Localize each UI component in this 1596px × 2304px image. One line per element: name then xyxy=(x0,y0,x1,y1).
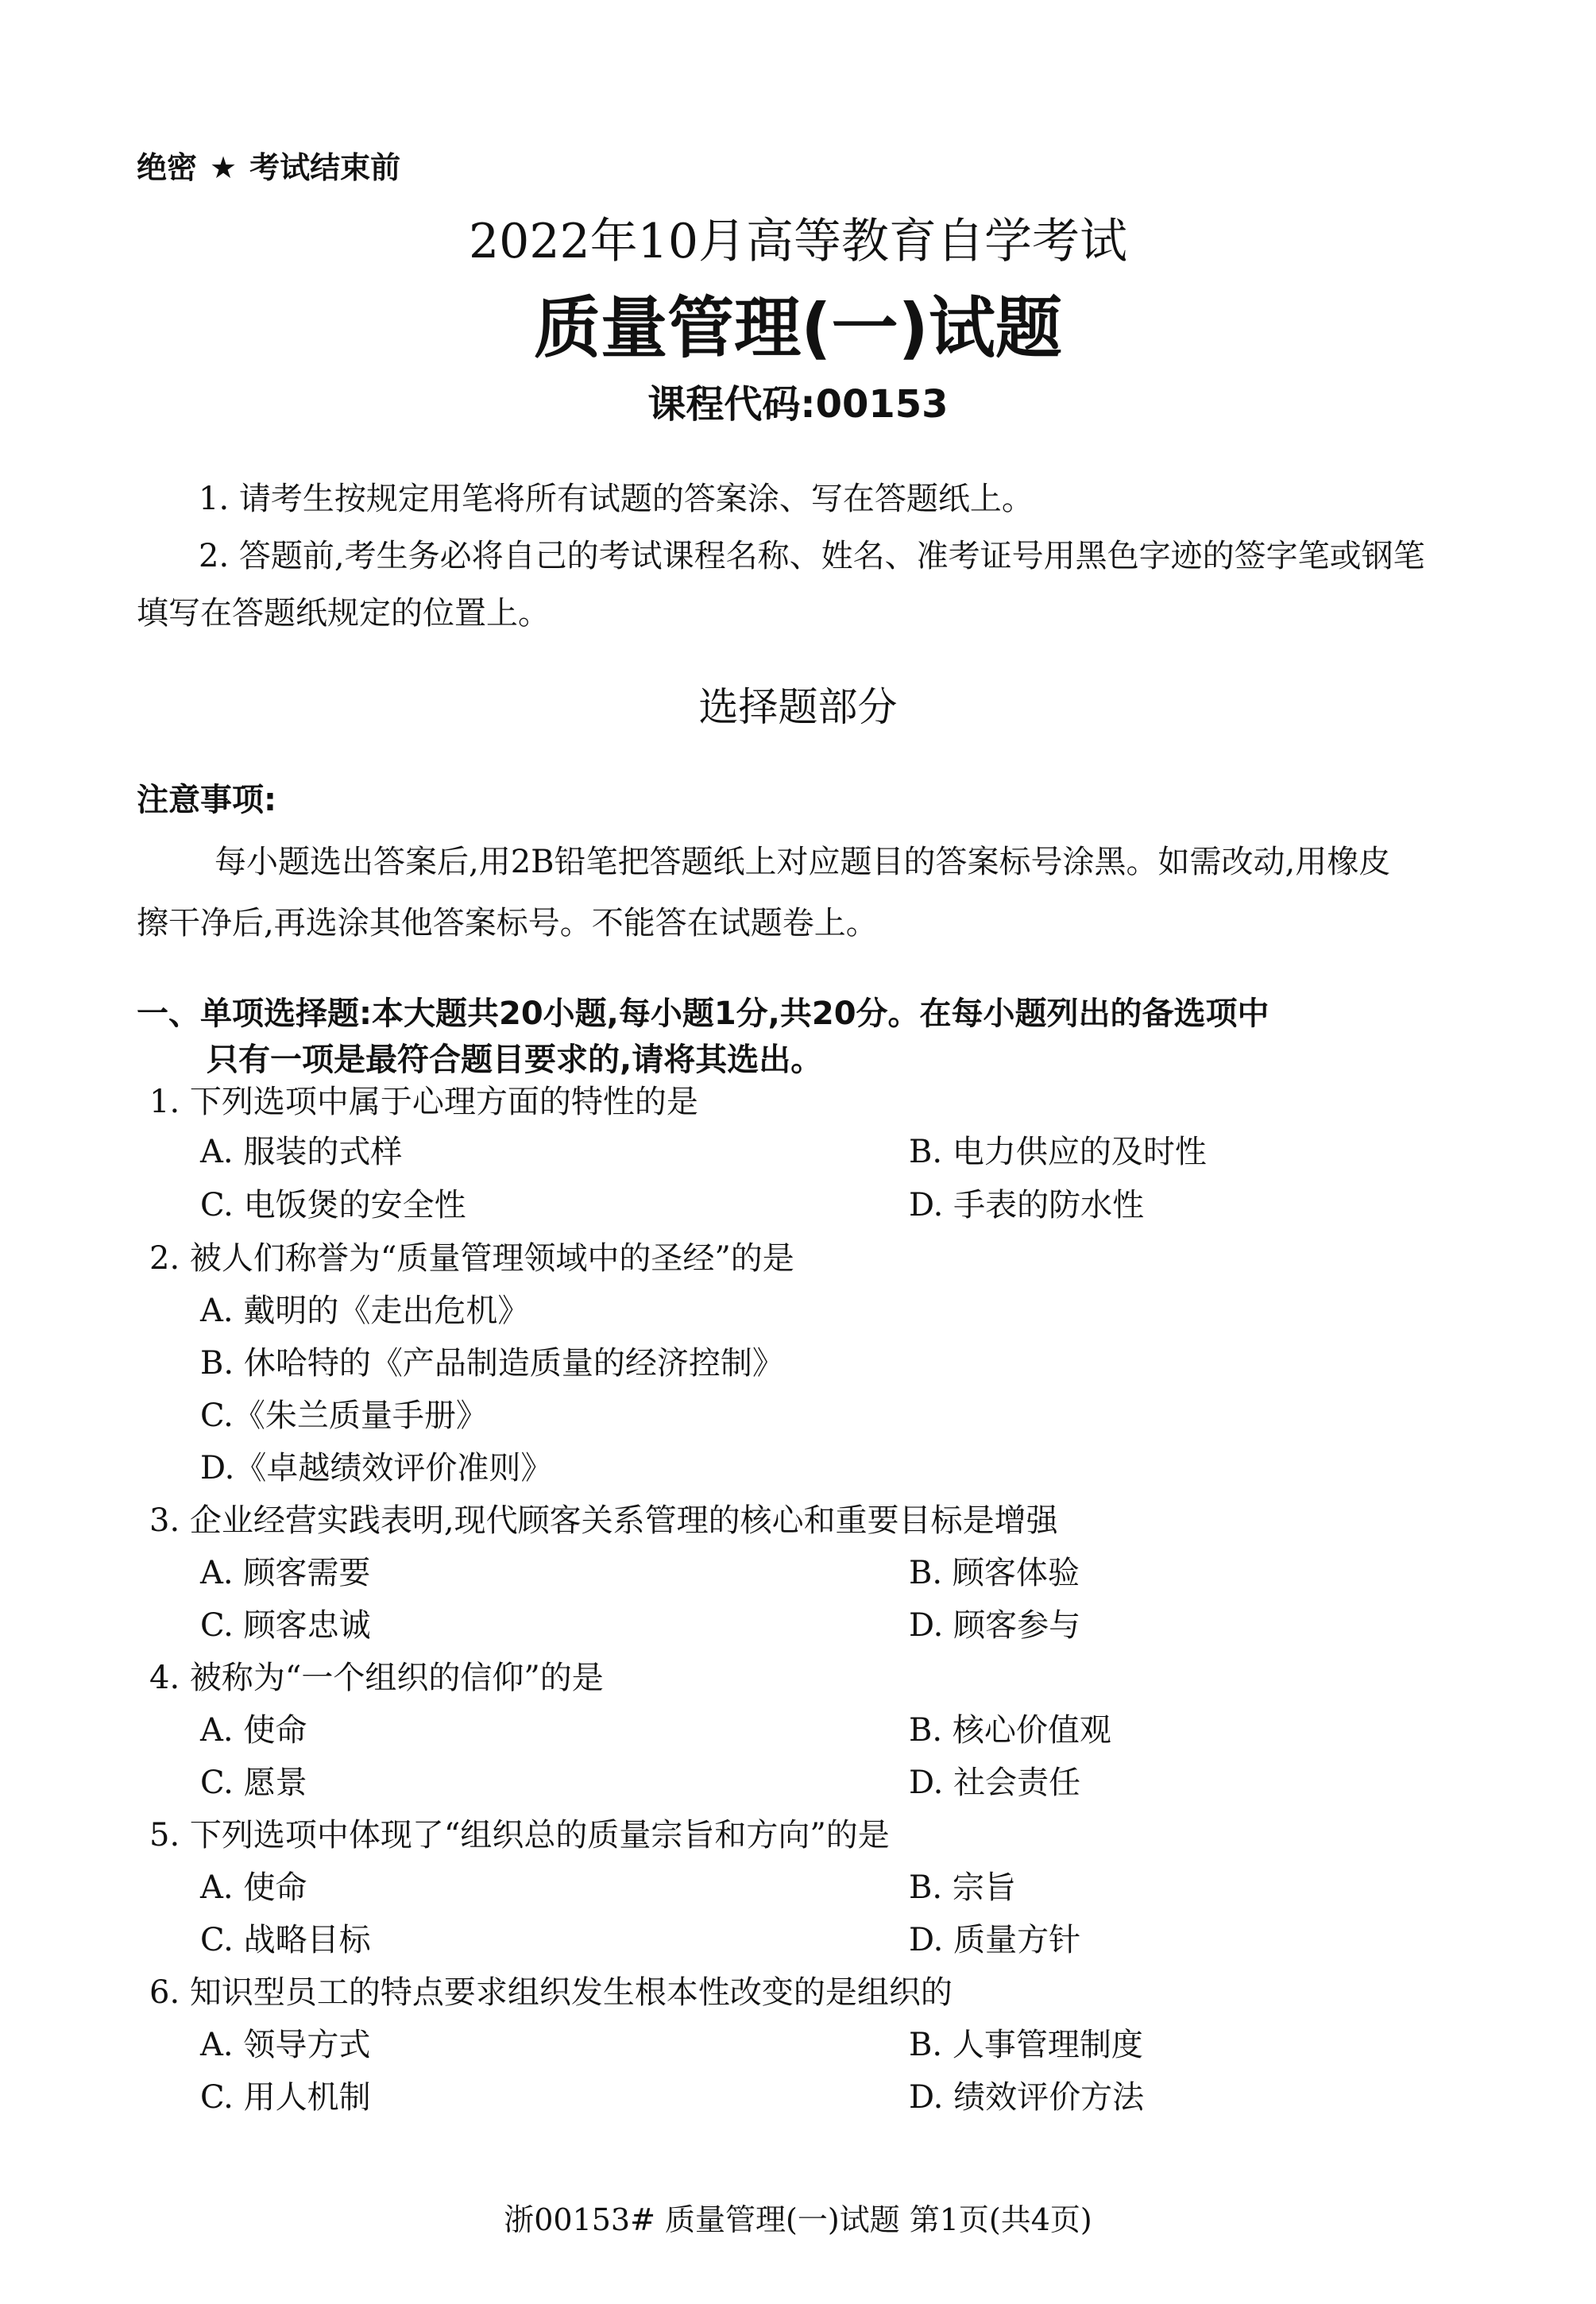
part-one-heading: 一、单项选择题:本大题共20小题,每小题1分,共20分。在每小题列出的备选项中 xyxy=(137,995,1269,1032)
notice-line-2: 擦干净后,再选涂其他答案标号。不能答在试题卷上。 xyxy=(137,905,878,941)
option-c: C. 电饭煲的安全性 xyxy=(200,1187,466,1224)
option-d: D. 手表的防水性 xyxy=(909,1187,1145,1224)
instruction-1: 1. 请考生按规定用笔将所有试题的答案涂、写在答题纸上。 xyxy=(199,481,1034,517)
notice-label: 注意事项: xyxy=(137,782,276,818)
option-d: D.《卓越绩效评价准则》 xyxy=(200,1450,553,1486)
instruction-2: 2. 答题前,考生务必将自己的考试课程名称、姓名、准考证号用黑色字迹的签字笔或钢笔 xyxy=(199,538,1425,574)
option-d: D. 绩效评价方法 xyxy=(909,2079,1145,2116)
question-stem: 5. 下列选项中体现了“组织总的质量宗旨和方向”的是 xyxy=(149,1817,890,1854)
notice-line-1: 每小题选出答案后,用2B铅笔把答题纸上对应题目的答案标号涂黑。如需改动,用橡皮 xyxy=(214,844,1391,880)
question-stem: 6. 知识型员工的特点要求组织发生根本性改变的是组织的 xyxy=(149,1974,953,2011)
secrecy-note: 考试结束前 xyxy=(249,150,401,185)
option-c: C. 愿景 xyxy=(200,1765,307,1801)
section-title: 选择题部分 xyxy=(698,684,898,730)
option-b: B. 宗旨 xyxy=(909,1869,1016,1906)
option-c: C. 战略目标 xyxy=(200,1922,371,1958)
option-b: B. 人事管理制度 xyxy=(909,2027,1143,2063)
option-a: A. 顾客需要 xyxy=(200,1555,371,1591)
option-b: B. 电力供应的及时性 xyxy=(909,1134,1207,1170)
option-b: B. 休哈特的《产品制造质量的经济控制》 xyxy=(200,1345,784,1382)
secrecy-label: 绝密 xyxy=(137,150,198,185)
option-c: C. 用人机制 xyxy=(200,2079,371,2116)
paper-title: 质量管理(一)试题 xyxy=(534,289,1062,367)
star-icon: ★ xyxy=(210,150,238,185)
option-a: A. 使命 xyxy=(200,1869,307,1906)
option-d: D. 社会责任 xyxy=(909,1765,1081,1801)
option-a: A. 使命 xyxy=(200,1712,307,1749)
option-a: A. 戴明的《走出危机》 xyxy=(200,1293,530,1329)
question-stem: 3. 企业经营实践表明,现代顾客关系管理的核心和重要目标是增强 xyxy=(149,1502,1058,1539)
course-code: 课程代码:00153 xyxy=(647,382,949,427)
option-c: C.《朱兰质量手册》 xyxy=(200,1397,488,1434)
instruction-2-cont: 填写在答题纸规定的位置上。 xyxy=(137,595,550,632)
option-d: D. 顾客参与 xyxy=(909,1607,1081,1644)
part-one-heading-cont: 只有一项是最符合题目要求的,请将其选出。 xyxy=(207,1042,823,1078)
question-stem: 4. 被称为“一个组织的信仰”的是 xyxy=(149,1660,604,1696)
question-stem: 1. 下列选项中属于心理方面的特性的是 xyxy=(149,1084,698,1120)
option-c: C. 顾客忠诚 xyxy=(200,1607,371,1644)
option-a: A. 服装的式样 xyxy=(200,1134,403,1170)
option-a: A. 领导方式 xyxy=(200,2027,371,2063)
exam-title: 2022年10月高等教育自学考试 xyxy=(468,214,1128,269)
secrecy-mark xyxy=(137,143,400,187)
option-b: B. 顾客体验 xyxy=(909,1555,1080,1591)
option-d: D. 质量方针 xyxy=(909,1922,1081,1958)
question-stem: 2. 被人们称誉为“质量管理领域中的圣经”的是 xyxy=(149,1240,794,1277)
page-footer: 浙00153# 质量管理(一)试题 第1页(共4页) xyxy=(504,2202,1092,2237)
option-b: B. 核心价值观 xyxy=(909,1712,1111,1749)
